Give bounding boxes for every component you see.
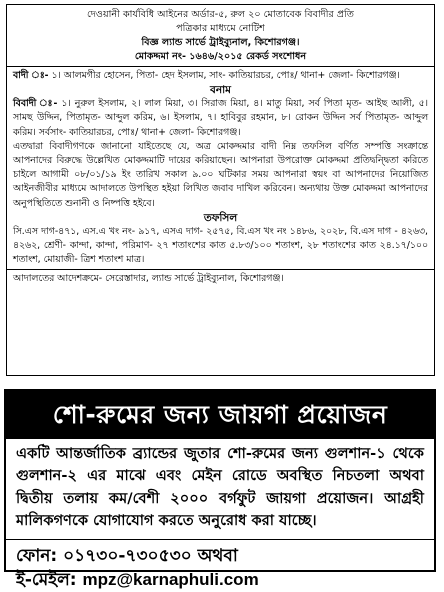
schedule-heading: তফসিল — [203, 211, 238, 224]
schedule-text: সি.এস দাগ-৪৭১, এস.এ খং নং- ৯১৭, এসএ দাগ- ২৫৭৫, বি.এস খং নং ১৪৮৬, ২০২৮, বি.এস দাগ - ৪২৬৩, ৪২৬২, শ্রেণী- কান্দা, কান্দা, পরিমাণ- ২৭ শতাংশের কাত ৫.৮৩/১০০ শতাংশ, ২৮ শতাংশের কাত ২৪.১৭/১০০ শতাংশ, মোয়াজী- ত্রিশ শতাংশ মাত্র। — [13, 225, 428, 266]
plaintiff-label: বাদী ঃ- — [13, 70, 49, 81]
defendant — [13, 97, 428, 140]
phone-label: ফোন: — [16, 545, 58, 566]
defendant-text: ১। নুরুল ইসলাম, ২। লাল মিয়া, ৩। সিরাজ মিয়া, ৪। মাতু মিয়া, সর্ব পিতা মৃত- আইছ আলী, ৫। সামছ উদ্দিন, পিতামৃত- আব্দুল করিম, ৬। ইসলাম, ৭। হাবিবুর রহমান, ৮। রোকন উদ্দিন সর্ব পিতামৃত- আব্দুল করিম। সর্বসাং- কাতিয়ারচর, পোঃ/ থানা+ জেলা- কিশোরগঞ্জ। — [13, 98, 428, 138]
email-line — [16, 568, 424, 592]
divider — [7, 269, 434, 270]
divider — [7, 66, 434, 67]
phone-line — [16, 544, 424, 568]
notice-footer: আদালতের আদেশক্রমে- সেরেস্তাদার, ল্যান্ড সার্ভে ট্রাইব্যুনাল, কিশোরগঞ্জ। — [13, 273, 284, 285]
notice-header-line2: পত্রিকার মাধ্যমে নোটিশ — [176, 23, 265, 34]
email-label: ই-মেইল: — [16, 569, 77, 590]
defendant-label: বিবাদী ঃ- — [13, 98, 58, 110]
or-text: অথবা — [197, 545, 238, 566]
phone-number: ০১৭৩০-৭৩০৫৩০ — [63, 545, 192, 566]
notice-body: এতদ্বারা বিবাদীগণকে জানানো যাইতেছে যে, অত্র মোকদ্দমার বাদী নিম্ন তফসিল বর্ণিত সম্পত্তি সংক্রান্তে আপনাদের বিরুদ্ধে উল্লেখিত মোকদ্দমাটি দায়ের করিয়াছেন। আপনারা উপরোক্ত মোকদ্দমা প্রতিদ্বন্দ্বিতা করিতে চাইলে আগামী ০৮/০১/১৯ ইং তারিখ সকাল ৯.০০ ঘটিকার সময় আপনারা স্বয়ং বা আপনাদের নিয়োজিত আইনজীবীর মাধ্যমে আদালতে উপস্থিত হইয়া লিখিত জবাব দাখিল করিবেন। অন্যথায় উক্ত মোকদ্দমা আপনাদের অনুপস্থিতিতে শুনানী ও নিষ্পত্তি হইবে। — [13, 140, 428, 209]
email-address: mpz@karnaphuli.com — [82, 569, 259, 589]
notice-header-line1: দেওয়ানী কার্যবিধি আইনের অর্ডার-৫, রুল ২০ মোতাবেক বিবাদীর প্রতি — [87, 9, 354, 20]
plaintiff — [13, 69, 428, 83]
plaintiff-text: ১। আলমগীর হোসেন, পিতা- হেদ ইসলাম, সাং- কাতিয়ারচর, পোঃ/ থানা+ জেলা- কিশোরগঞ্জ। — [51, 70, 400, 81]
versus-heading: বনাম — [210, 84, 231, 97]
case-number: মোকদ্দমা নং- ১৬৪৬/২০১৫ রেকর্ড সংশোধন — [134, 51, 307, 62]
court-notice — [6, 4, 435, 376]
court-name: বিজ্ঞ ল্যান্ড সার্ভে ট্রাইব্যুনাল, কিশোরগঞ্জ। — [141, 37, 300, 48]
ad-body: একটি আন্তর্জাতিক ব্র্যান্ডের জুতার শো-রুমের জন্য গুলশান-১ থেকে গুলশান-২ এর মাঝে এবং মেইন রোডে অবস্থিত নিচতলা অথবা দ্বিতীয় তলায় কম/বেশী ২০০০ বর্গফুট জায়গা প্রয়োজন। আগ্রহী মালিকগণকে যোগাযোগ করতে অনুরোধ করা যাচ্ছে। — [16, 445, 424, 530]
ad-headline: শো-রুমের জন্য জায়গা প্রয়োজন — [6, 391, 434, 439]
divider — [6, 539, 434, 540]
showroom-ad — [4, 389, 436, 590]
